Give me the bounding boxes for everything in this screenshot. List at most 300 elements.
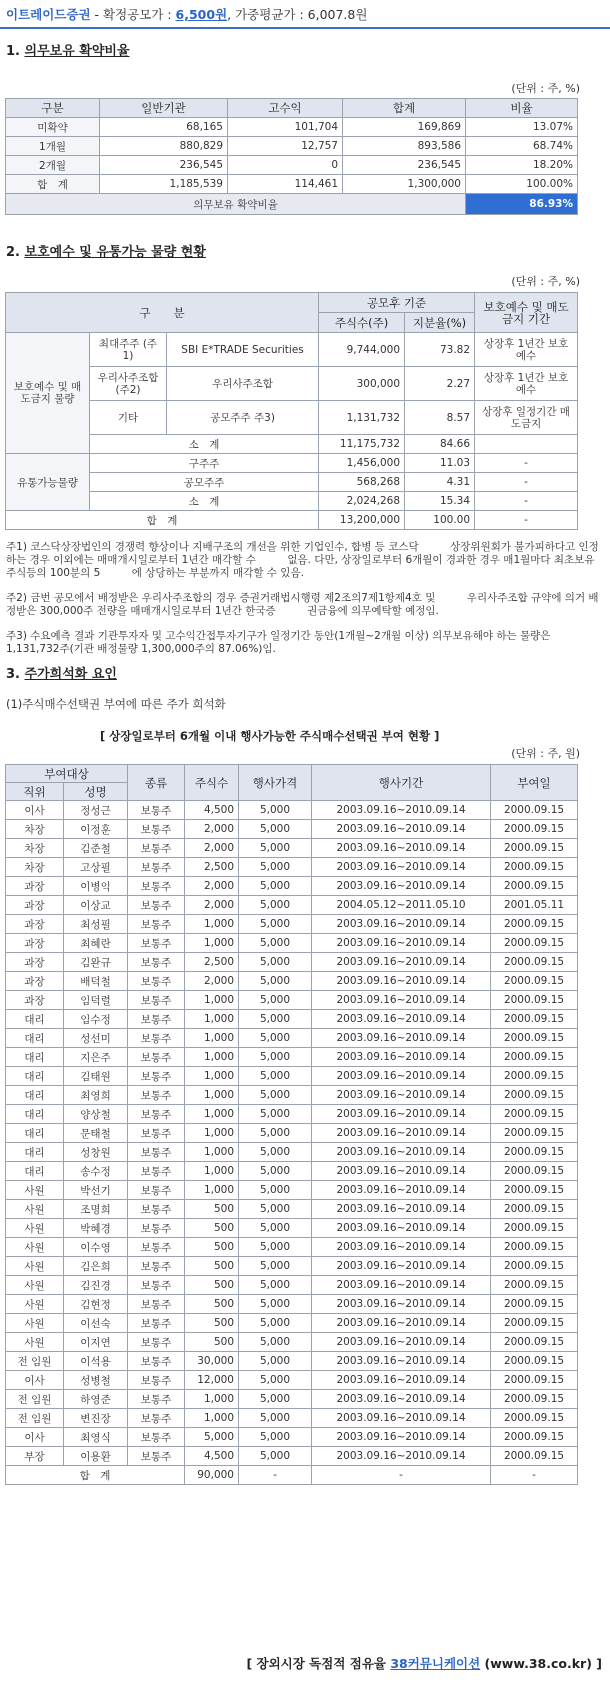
exercise-price: 5,000 [239,1276,312,1295]
stock-type: 보통주 [128,1143,185,1162]
table-row [6,1086,578,1105]
shares: 2,500 [185,953,239,972]
stock-type: 보통주 [128,1447,185,1466]
position: 부장 [6,1447,64,1466]
lock-period: - [475,454,578,473]
name: 김태원 [64,1067,128,1086]
exercise-price: 5,000 [239,1352,312,1371]
table-row [6,915,578,934]
cell: 236,545 [343,156,466,175]
shares: 300,000 [319,367,405,401]
exercise-period: 2003.09.16~2010.09.14 [312,1447,491,1466]
name: 정성근 [64,801,128,820]
shares: 1,000 [185,1181,239,1200]
stock-type: 보통주 [128,1124,185,1143]
shares: 1,000 [185,915,239,934]
col-header-ratio: 지분율(%) [405,313,475,333]
shares: 1,000 [185,1067,239,1086]
exercise-price: 5,000 [239,1067,312,1086]
shares: 2,000 [185,877,239,896]
table-row [6,896,578,915]
exercise-price: 5,000 [239,1219,312,1238]
position: 전 임원 [6,1390,64,1409]
name: 이정훈 [64,820,128,839]
table-row [6,1257,578,1276]
section-3-number: 3. [6,667,25,682]
table-row [6,1314,578,1333]
grant-date: 2000.09.15 [491,1238,578,1257]
exercise-price: 5,000 [239,991,312,1010]
table-row [6,333,578,367]
grant-date: 2000.09.15 [491,801,578,820]
stock-type: 보통주 [128,1105,185,1124]
table-row [6,1200,578,1219]
shares: 1,131,732 [319,401,405,435]
stock-type: 보통주 [128,1238,185,1257]
table-row [6,1390,578,1409]
exercise-price: 5,000 [239,1295,312,1314]
exercise-period: 2003.09.16~2010.09.14 [312,1238,491,1257]
exercise-period: 2003.09.16~2010.09.14 [312,972,491,991]
exercise-price: 5,000 [239,915,312,934]
grant-date: 2000.09.15 [491,1352,578,1371]
row-label: 합 계 [6,175,100,194]
cell: 1,300,000 [343,175,466,194]
cell: 236,545 [100,156,228,175]
col-header-gubun: 구 분 [6,293,319,333]
footnote-2: 주2) 금번 공모에서 배정받은 우리사주조합의 경우 증권거래법시행령 제2조의7제1항제4호 및 우리사주조합 규약에 의거 배정받은 300,000주 전량을 매매개시일로부터 1년간 한국증 권금융에 의무예탁할 예정임. [6,592,599,617]
lockup-ratio-table [5,98,578,215]
position: 대리 [6,1162,64,1181]
section-1-number: 1. [6,44,25,59]
table-row [6,156,578,175]
cell: 12,757 [228,137,343,156]
total-label: 합 계 [6,511,319,530]
table-row [6,1181,578,1200]
section-2-unit: (단위 : 주, %) [511,275,580,288]
shares: 500 [185,1257,239,1276]
cell: 169,869 [343,118,466,137]
table-header-row [6,99,578,118]
section-3-subtitle: (1)주식매수선택권 부여에 따른 주가 희석화 [6,697,226,711]
footer-brand-link[interactable]: 38커뮤니케이션 [390,1656,481,1671]
name: 박선기 [64,1181,128,1200]
grant-date: 2000.09.15 [491,1162,578,1181]
table-row [6,401,578,435]
position: 과장 [6,877,64,896]
exercise-price: 5,000 [239,1010,312,1029]
table-row [6,118,578,137]
name: 송수정 [64,1162,128,1181]
shares: 30,000 [185,1352,239,1371]
grant-date: 2001.05.11 [491,896,578,915]
name: 임수정 [64,1010,128,1029]
total-row [6,511,578,530]
exercise-period: 2003.09.16~2010.09.14 [312,1181,491,1200]
grant-date: 2000.09.15 [491,839,578,858]
exercise-price: 5,000 [239,972,312,991]
col-header-shares: 주식수 [185,765,239,801]
name: 하영준 [64,1390,128,1409]
stock-type: 보통주 [128,953,185,972]
grant-date: 2000.09.15 [491,915,578,934]
position: 사원 [6,1257,64,1276]
subtotal-label: 소 계 [90,492,319,511]
exercise-price: 5,000 [239,1428,312,1447]
table-row [6,1409,578,1428]
grant-date: 2000.09.15 [491,1200,578,1219]
table-row [6,858,578,877]
cell: 101,704 [228,118,343,137]
position: 차장 [6,820,64,839]
position: 사원 [6,1295,64,1314]
exercise-period: 2003.09.16~2010.09.14 [312,877,491,896]
position: 대리 [6,1010,64,1029]
section-1-unit: (단위 : 주, %) [511,82,580,95]
ratio: 2.27 [405,367,475,401]
table-row [6,1371,578,1390]
exercise-period: 2003.09.16~2010.09.14 [312,1048,491,1067]
exercise-price: 5,000 [239,1162,312,1181]
shares: 2,024,268 [319,492,405,511]
row-label: 미확약 [6,118,100,137]
exercise-price: 5,000 [239,1371,312,1390]
ratio: 100.00 [405,511,475,530]
name: 고상필 [64,858,128,877]
exercise-period: 2003.09.16~2010.09.14 [312,1086,491,1105]
name: 조명희 [64,1200,128,1219]
grant-date: 2000.09.15 [491,1314,578,1333]
stock-type: 보통주 [128,877,185,896]
name: 이수영 [64,1238,128,1257]
exercise-period: 2003.09.16~2010.09.14 [312,1371,491,1390]
total-date: - [491,1466,578,1485]
stock-type: 보통주 [128,934,185,953]
stock-type: 보통주 [128,1295,185,1314]
shares: 1,000 [185,1124,239,1143]
exercise-period: 2003.09.16~2010.09.14 [312,1409,491,1428]
shares: 500 [185,1238,239,1257]
name: 김완규 [64,953,128,972]
grant-date: 2000.09.15 [491,1067,578,1086]
stock-type: 보통주 [128,1067,185,1086]
offer-label: - 확정공모가 : [90,7,176,22]
shares: 1,000 [185,1409,239,1428]
ratio: 15.34 [405,492,475,511]
section-3-heading: 주가희석화 요인 [24,667,117,682]
stock-type: 보통주 [128,1162,185,1181]
grant-date: 2000.09.15 [491,1295,578,1314]
stock-type: 보통주 [128,820,185,839]
stock-type: 보통주 [128,1029,185,1048]
ratio-label: 의무보유 확약비율 [6,194,466,215]
name: 박혜경 [64,1219,128,1238]
grant-date: 2000.09.15 [491,1333,578,1352]
lock-period [475,435,578,454]
table-row [6,1124,578,1143]
table-row [6,137,578,156]
exercise-period: 2003.09.16~2010.09.14 [312,1143,491,1162]
exercise-period: 2003.09.16~2010.09.14 [312,1162,491,1181]
table-row [6,839,578,858]
stock-type: 보통주 [128,1352,185,1371]
position: 사원 [6,1181,64,1200]
section-3-title [6,663,117,682]
grant-date: 2000.09.15 [491,1257,578,1276]
stock-type: 보통주 [128,858,185,877]
exercise-period: 2004.05.12~2011.05.10 [312,896,491,915]
shares: 2,000 [185,820,239,839]
footer-suffix: (www.38.co.kr) ] [480,1656,602,1671]
position: 사원 [6,1238,64,1257]
exercise-period: 2003.09.16~2010.09.14 [312,1390,491,1409]
table-row [6,1067,578,1086]
lock-period: - [475,473,578,492]
table-header-row [6,765,578,783]
lockup-float-table [5,292,578,530]
total-price: - [239,1466,312,1485]
name: 이병익 [64,877,128,896]
section-1-title [6,40,130,59]
col-header-shares: 주식수(주) [319,313,405,333]
grant-date: 2000.09.15 [491,1371,578,1390]
col-header: 일반기관 [100,99,228,118]
lock-period: 상장후 일정기간 매도금지 [475,401,578,435]
exercise-period: 2003.09.16~2010.09.14 [312,1314,491,1333]
exercise-period: 2003.09.16~2010.09.14 [312,820,491,839]
position: 대리 [6,1086,64,1105]
table-header-row [6,293,578,313]
exercise-period: 2003.09.16~2010.09.14 [312,1428,491,1447]
table-row [6,1029,578,1048]
shares: 1,000 [185,1010,239,1029]
col-header-base: 공모후 기준 [319,293,475,313]
name: 이선숙 [64,1314,128,1333]
shares: 2,000 [185,839,239,858]
shares: 13,200,000 [319,511,405,530]
section-3-unit: (단위 : 주, 원) [511,747,580,760]
table-row [6,1010,578,1029]
exercise-price: 5,000 [239,858,312,877]
position: 차장 [6,839,64,858]
col-header-type: 종류 [128,765,185,801]
company-name: 이트레이드증권 [6,7,91,22]
col-header-price: 행사가격 [239,765,312,801]
footer-banner [246,1654,602,1672]
exercise-price: 5,000 [239,1181,312,1200]
subtotal-row [6,492,578,511]
table-row [6,1295,578,1314]
shares: 500 [185,1314,239,1333]
position: 대리 [6,1105,64,1124]
name: 김은희 [64,1257,128,1276]
col-header: 고수익 [228,99,343,118]
exercise-period: 2003.09.16~2010.09.14 [312,953,491,972]
grant-date: 2000.09.15 [491,1276,578,1295]
exercise-period: 2003.09.16~2010.09.14 [312,1105,491,1124]
shares: 1,000 [185,991,239,1010]
subtotal-label: 소 계 [90,435,319,454]
table-row [6,1105,578,1124]
cell: 880,829 [100,137,228,156]
position: 대리 [6,1048,64,1067]
col-header-position: 직위 [6,783,64,801]
ratio: 8.57 [405,401,475,435]
grant-date: 2000.09.15 [491,934,578,953]
stock-type: 보통주 [128,915,185,934]
shares: 4,500 [185,801,239,820]
shares: 4,500 [185,1447,239,1466]
exercise-price: 5,000 [239,877,312,896]
grant-date: 2000.09.15 [491,1048,578,1067]
position: 이사 [6,1428,64,1447]
stock-type: 보통주 [128,1257,185,1276]
section-2-heading: 보호예수 및 유통가능 물량 현황 [24,245,206,260]
shares: 500 [185,1295,239,1314]
grant-date: 2000.09.15 [491,1409,578,1428]
exercise-price: 5,000 [239,1333,312,1352]
name: 김준철 [64,839,128,858]
table-row [6,991,578,1010]
exercise-price: 5,000 [239,820,312,839]
shares: 11,175,732 [319,435,405,454]
offer-summary [6,5,367,23]
position: 대리 [6,1029,64,1048]
grant-date: 2000.09.15 [491,1143,578,1162]
lock-period: - [475,511,578,530]
table-row [6,972,578,991]
footnote-1: 주1) 코스닥상장법인의 경쟁력 향상이나 지배구조의 개선을 위한 기업인수, 합병 등 코스닥 상장위원회가 불가피하다고 인정하는 경우 이외에는 매매개시일로부터 1년간 매각할 수 없음. 다만, 상장일로부터 6개월이 경과한 경우 매1월마다 최초보유주식등의 100분의 5 에 상당하는 부분까지 매각할 수 있음. [6,541,599,579]
table-row [6,934,578,953]
position: 사원 [6,1276,64,1295]
table-row [6,1143,578,1162]
shares: 500 [185,1219,239,1238]
position: 이사 [6,1371,64,1390]
cell: 68,165 [100,118,228,137]
exercise-price: 5,000 [239,1200,312,1219]
ratio-value: 86.93% [466,194,578,215]
section-2-title [6,241,206,260]
stock-type: 보통주 [128,1200,185,1219]
stock-type: 보통주 [128,1048,185,1067]
holder: 우리사주조합 [167,367,319,401]
stock-type: 보통주 [128,1371,185,1390]
holder: 공모주주 주3) [167,401,319,435]
name: 이석용 [64,1352,128,1371]
table-row [6,801,578,820]
position: 사원 [6,1219,64,1238]
stock-type: 보통주 [128,839,185,858]
name: 성병철 [64,1371,128,1390]
option-table-caption: [ 상장일로부터 6개월 이내 행사가능한 주식매수선택권 부여 현황 ] [100,729,440,743]
name: 이상교 [64,896,128,915]
exercise-period: 2003.09.16~2010.09.14 [312,1010,491,1029]
exercise-period: 2003.09.16~2010.09.14 [312,839,491,858]
col-header-period: 행사기간 [312,765,491,801]
exercise-period: 2003.09.16~2010.09.14 [312,1257,491,1276]
shares: 9,744,000 [319,333,405,367]
table-row [6,454,578,473]
stock-type: 보통주 [128,1428,185,1447]
name: 임덕렬 [64,991,128,1010]
grant-date: 2000.09.15 [491,1428,578,1447]
name: 최혜란 [64,934,128,953]
cell: 68.74% [466,137,578,156]
stock-type: 보통주 [128,1086,185,1105]
position: 과장 [6,972,64,991]
stock-type: 보통주 [128,1219,185,1238]
position: 과장 [6,934,64,953]
cell: 13.07% [466,118,578,137]
weighted-avg: , 가중평균가 : 6,007.8원 [227,7,368,22]
stock-type: 보통주 [128,1409,185,1428]
col-header: 합계 [343,99,466,118]
table-row [6,473,578,492]
name: 지은주 [64,1048,128,1067]
shares: 1,000 [185,1162,239,1181]
exercise-period: 2003.09.16~2010.09.14 [312,1333,491,1352]
exercise-period: 2003.09.16~2010.09.14 [312,1124,491,1143]
stock-type: 보통주 [128,972,185,991]
grant-date: 2000.09.15 [491,1105,578,1124]
col-header-lock: 보호예수 및 매도금지 기간 [475,293,578,333]
table-row [6,1352,578,1371]
exercise-period: 2003.09.16~2010.09.14 [312,1276,491,1295]
grant-date: 2000.09.15 [491,1086,578,1105]
grant-date: 2000.09.15 [491,1010,578,1029]
footnote-3: 주3) 수요예측 결과 기관투자자 및 고수익간접투자기구가 일정기간 동안(1개월~2개월 이상) 의무보유해야 하는 물량은 1,131,732주(기관 배정물량 1,300,000주의 87.06%)임. [6,630,551,655]
total-period: - [312,1466,491,1485]
position: 과장 [6,896,64,915]
exercise-price: 5,000 [239,839,312,858]
stock-type: 보통주 [128,1314,185,1333]
exercise-period: 2003.09.16~2010.09.14 [312,1352,491,1371]
shares: 1,000 [185,1143,239,1162]
shares: 500 [185,1276,239,1295]
stock-type: 보통주 [128,1333,185,1352]
name: 성선미 [64,1029,128,1048]
shares: 1,000 [185,1086,239,1105]
ratio: 84.66 [405,435,475,454]
subtotal-row [6,435,578,454]
exercise-price: 5,000 [239,1314,312,1333]
name: 문태철 [64,1124,128,1143]
footer-prefix: [ 장외시장 독점적 점유율 [246,1656,391,1671]
table-row [6,1219,578,1238]
grant-date: 2000.09.15 [491,1219,578,1238]
ratio-row [6,194,578,215]
grant-date: 2000.09.15 [491,1447,578,1466]
shares: 12,000 [185,1371,239,1390]
position: 사원 [6,1333,64,1352]
cell: 100.00% [466,175,578,194]
exercise-period: 2003.09.16~2010.09.14 [312,1219,491,1238]
name: 양상철 [64,1105,128,1124]
exercise-period: 2003.09.16~2010.09.14 [312,801,491,820]
section-1-heading: 의무보유 확약비율 [24,44,130,59]
sub-label: 최대주주 (주1) [90,333,167,367]
lock-period: - [475,492,578,511]
section-2-number: 2. [6,245,25,260]
shares: 2,500 [185,858,239,877]
grant-date: 2000.09.15 [491,1390,578,1409]
top-bar [0,0,610,29]
name: 최영희 [64,1086,128,1105]
holder: SBI E*TRADE Securities [167,333,319,367]
grant-date: 2000.09.15 [491,1181,578,1200]
grant-date: 2000.09.15 [491,991,578,1010]
table-row [6,1428,578,1447]
